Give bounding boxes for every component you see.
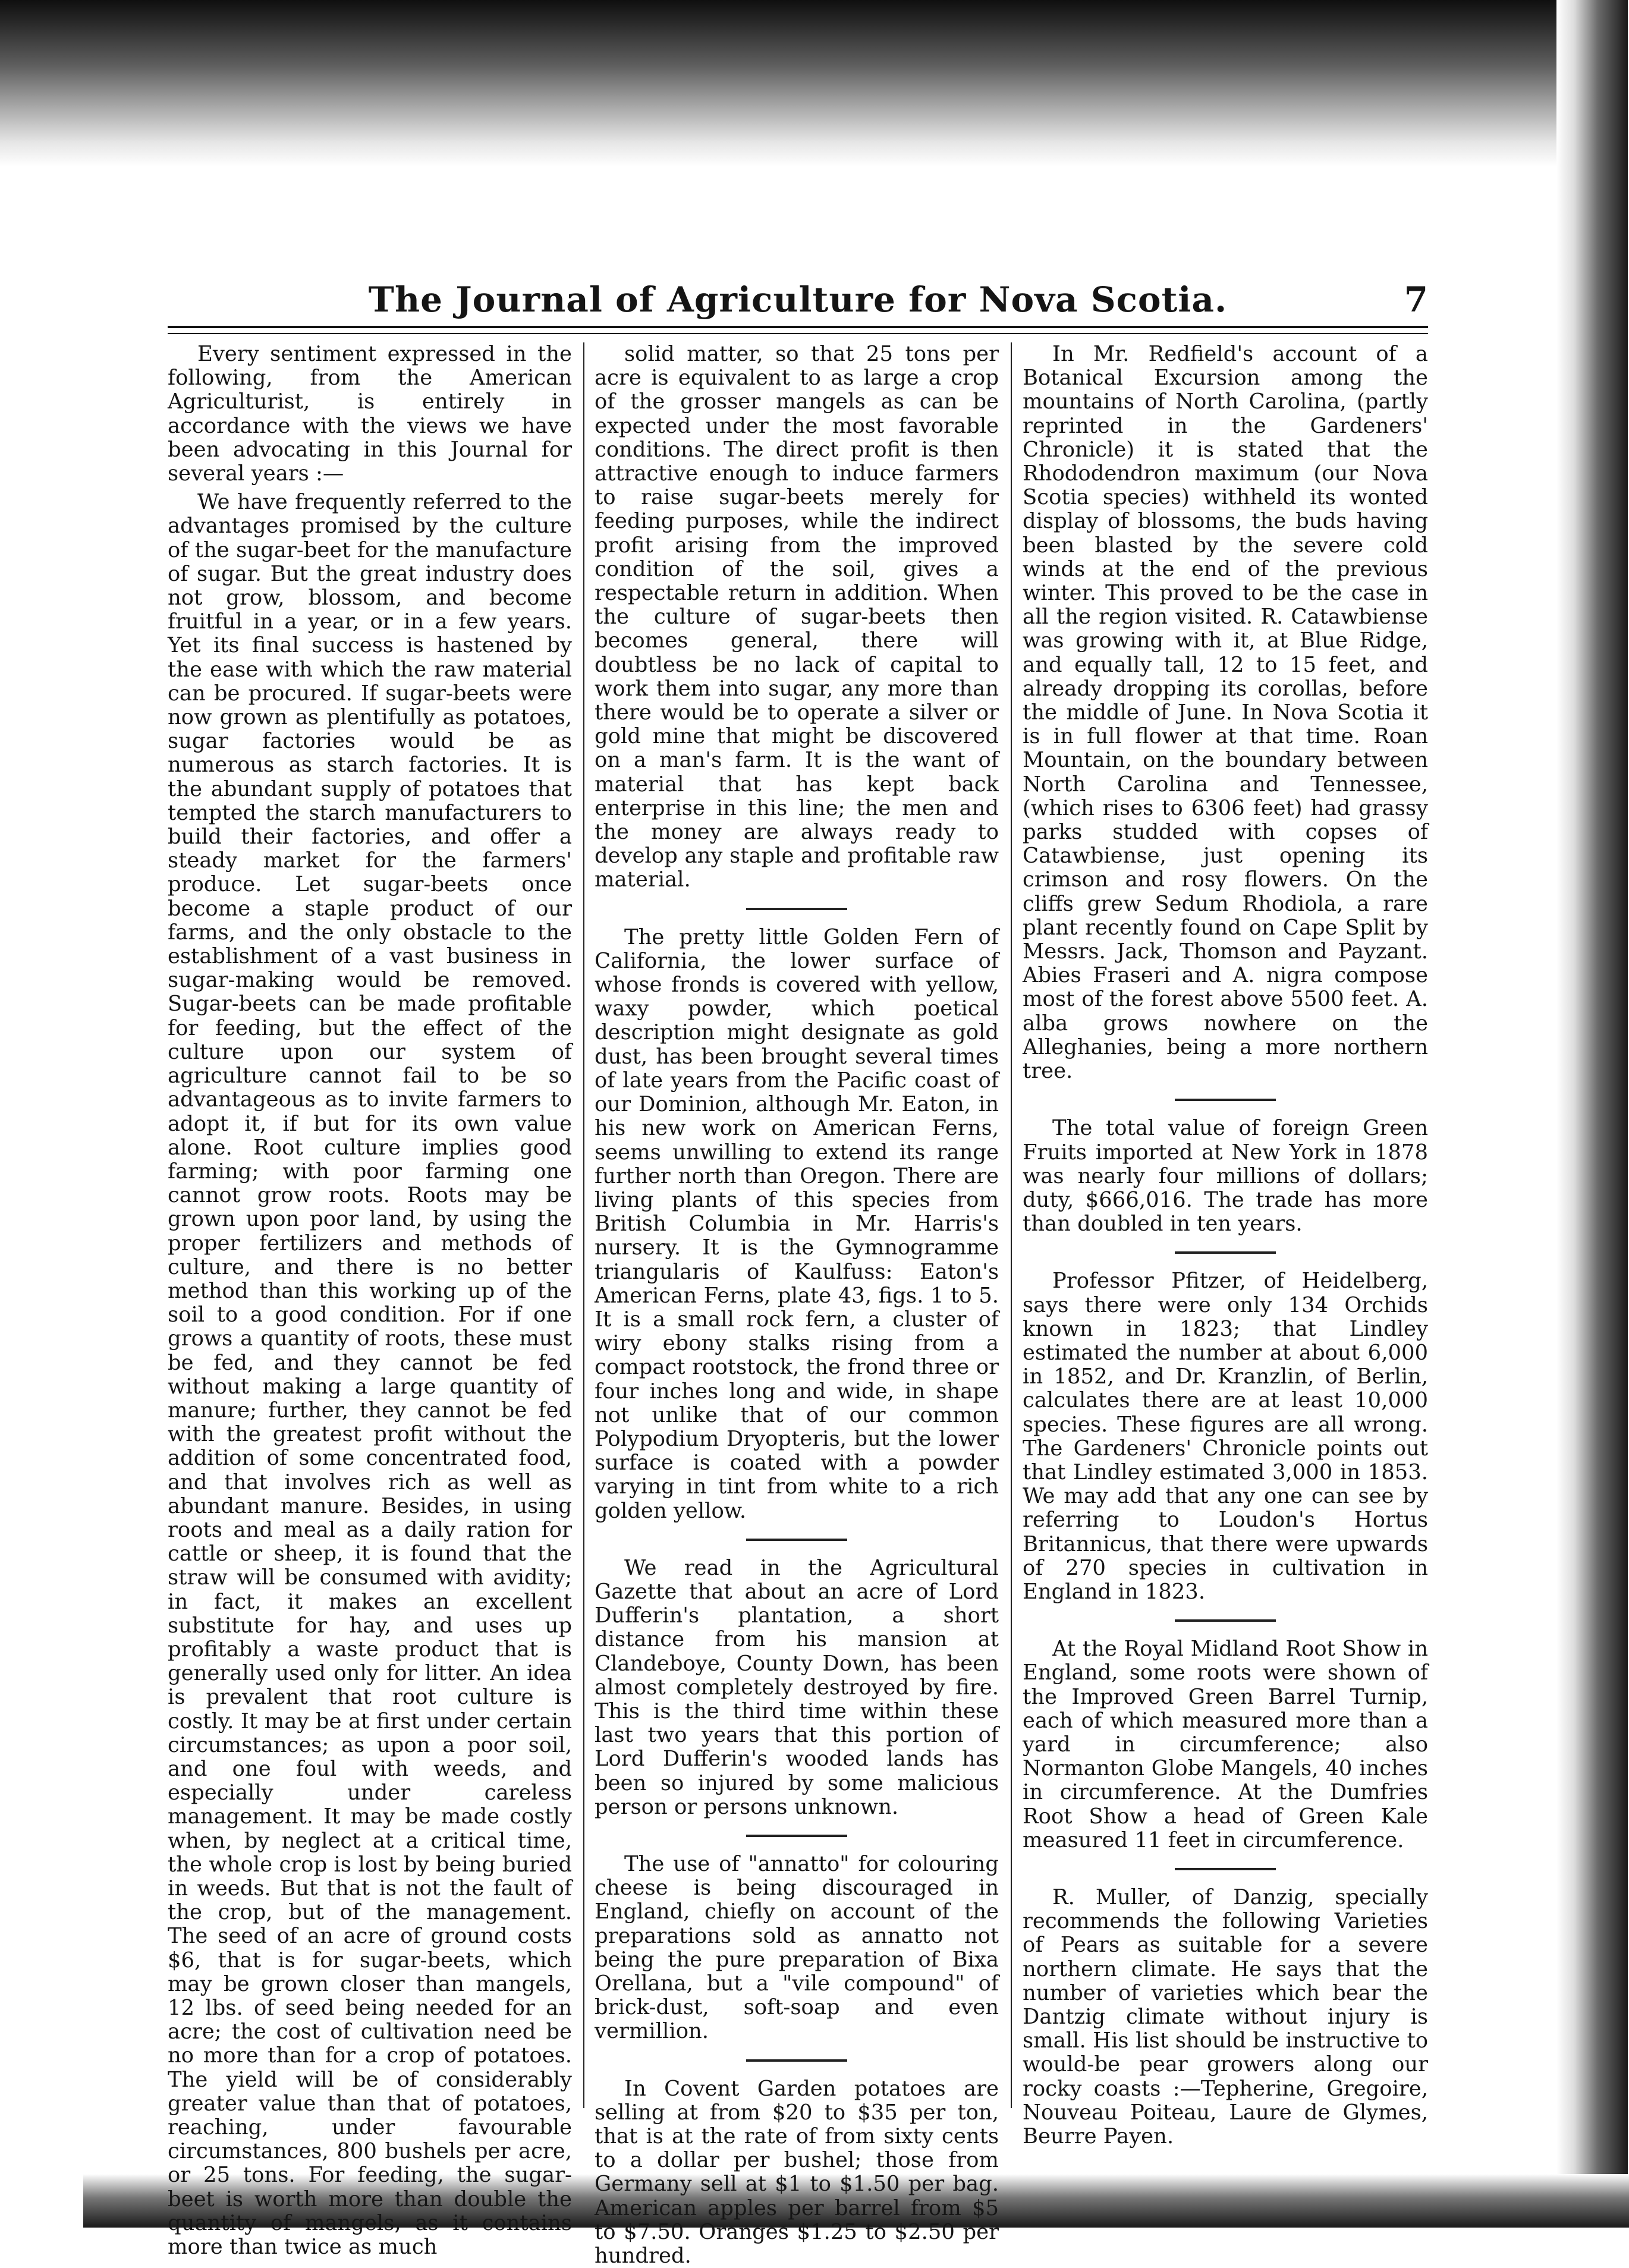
- journal-title: The Journal of Agriculture for Nova Scotia.: [368, 279, 1228, 320]
- section-separator: [746, 1835, 847, 1837]
- scan-right-edge: [1556, 0, 1628, 2228]
- section-separator: [746, 908, 847, 910]
- article-paragraph: In Mr. Redfield's account of a Botanical Excursion among the mountains of North Carolina, (partly reprinted in the Gardeners' Chronicle) it is stated that the Rhododendron maximum (our Nova Scotia species) withheld its wonted display of blossoms, the buds having been blasted by the severe cold winds at the end of the previous winter. This proved to be the case in all the region visited. R. Catawbiense was growing with it, at Blue Ridge, and equally tall, 12 to 15 feet, and already dropping its corollas, before the middle of June. In Nova Scotia it is in full flower at that time. Roan Mountain, on the boundary between North Carolina and Tennessee, (which rises to 6306 feet) had grassy parks studded with copses of Catawbiense, just opening its crimson and rosy flowers. On the cliffs grew Sedum Rhodiola, a rare plant recently found on Cape Split by Messrs. Jack, Thomson and Payzant. Abies Fraseri and A. nigra compose most of the forest above 5500 feet. A. alba grows nowhere on the Alleghanies, being a more northern tree.: [1023, 342, 1428, 1084]
- section-separator: [1175, 1251, 1276, 1254]
- section-separator: [746, 1539, 847, 1541]
- column-3: [1023, 342, 1428, 2149]
- header-rule: [168, 326, 1428, 334]
- article-paragraph: In Covent Garden potatoes are selling at from $20 to $35 per ton, that is at the rate of from sixty cents to a dollar per bushel; those from Germany sell at $1 to $1.50 per bag. American apples per barrel from $5 to $7.50. Oranges $1.25 to $2.50 per hundred.: [595, 2076, 999, 2268]
- column-divider: [583, 342, 584, 2108]
- article-paragraph: We have frequently referred to the advantages promised by the culture of the sugar-beet for the manufacture of sugar. But the great industry does not grow, blossom, and become fruitful in a year, or in a few years. Yet its final success is hastened by the ease with which the raw material can be procured. If sugar-beets were now grown as plentifully as potatoes, sugar factories would be as numerous as starch factories. It is the abundant supply of potatoes that tempted the starch manufacturers to build their factories, and offer a steady market for the farmers' produce. Let sugar-beets once become a staple product of our farms, and the only obstacle to the establishment of a vast business in sugar-making would be removed. Sugar-beets can be made profitable for feeding, but the effect of the culture upon our system of agriculture cannot fail to be so advantageous as to invite farmers to adopt it, if but for its own value alone. Root culture implies good farming; with poor farming one cannot grow roots. Roots may be grown upon poor land, by using the proper fertilizers and methods of culture, and there is no better method than this working up of the soil to a good condition. For if one grows a quantity of roots, these must be fed, and they cannot be fed without making a large quantity of manure; further, they cannot be fed with the greatest profit without the addition of some concentrated food, and that involves rich as well as abundant manure. Besides, in using roots and meal as a daily ration for cattle or sheep, it is found that the straw will be consumed with avidity; in fact, it makes an excellent substitute for hay, and uses up profitably a waste product that is generally used only for litter. An idea is prevalent that root culture is costly. It may be at first under certain circumstances; as upon a poor soil, and one foul with weeds, and especially under careless management. It may be made costly when, by neglect at a critical time, the whole crop is lost by being buried in weeds. But that is not the fault of the crop, but of the management. The seed of an acre of ground costs $6, that is for sugar-beets, which may be grown closer than mangels, 12 lbs. of seed being needed for an acre; the cost of cultivation need be no more than for a crop of potatoes. The yield will be of considerably greater value than that of potatoes, reaching, under favourable circumstances, 800 bushels per acre, or 25 tons. For feeding, the sugar-beet is worth more than double the quantity of mangels, as it contains more than twice as much: [168, 490, 572, 2260]
- column-2: [595, 342, 999, 2268]
- article-paragraph: The use of "annatto" for colouring cheese is being discouraged in England, chiefly on account of the preparations sold as annatto not being the pure preparation of Bixa Orellana, but a "vile compound" of brick-dust, soft-soap and even vermillion.: [595, 1851, 999, 2044]
- page-number: 7: [1404, 279, 1428, 320]
- article-paragraph: The pretty little Golden Fern of California, the lower surface of whose fronds is covered with yellow, waxy powder, which poetical description might designate as gold dust, has been brought several times of late years from the Pacific coast of our Dominion, although Mr. Eaton, in his new work on American Ferns, seems unwilling to extend its range further north than Oregon. There are living plants of this species from British Columbia in Mr. Harris's nursery. It is the Gymnogramme triangularis of Kaulfuss: Eaton's American Ferns, plate 43, figs. 1 to 5. It is a small rock fern, a cluster of wiry ebony stalks rising from a compact rootstock, the frond three or four inches long and wide, in shape not unlike that of our common Polypodium Dryopteris, but the lower surface is coated with a powder varying in tint from white to a rich golden yellow.: [595, 924, 999, 1523]
- article-paragraph: The total value of foreign Green Fruits imported at New York in 1878 was nearly four millions of dollars; duty, $666,016. The trade has more than doubled in ten years.: [1023, 1116, 1428, 1237]
- article-paragraph: At the Royal Midland Root Show in England, some roots were shown of the Improved Green Barrel Turnip, each of which measured more than a yard in circumference; also Normanton Globe Mangels, 40 inches in circumference. At the Dumfries Root Show a head of Green Kale measured 11 feet in circumference.: [1023, 1637, 1428, 1852]
- page-header: [168, 279, 1428, 327]
- section-separator: [1175, 1619, 1276, 1622]
- section-separator: [746, 2059, 847, 2062]
- column-divider: [1011, 342, 1012, 2108]
- section-separator: [1175, 1868, 1276, 1870]
- scan-top-border: [0, 0, 1628, 166]
- article-paragraph: solid matter, so that 25 tons per acre is equivalent to as large a crop of the grosser mangels as can be expected under the most favorable conditions. The direct profit is then attractive enough to induce farmers to raise sugar-beets merely for feeding purposes, while the indirect profit arising from the improved condition of the soil, gives a respectable return in addition. When the culture of sugar-beets then becomes general, there will doubtless be no lack of capital to work them into sugar, any more than there would be to operate a silver or gold mine that might be discovered on a man's farm. It is the want of material that has kept back enterprise in this line; the men and the money are always ready to develop any staple and profitable raw material.: [595, 342, 999, 892]
- article-paragraph: R. Muller, of Danzig, specially recommends the following Varieties of Pears as suitable for a severe northern climate. He says that the number of varieties which bear the Dantzig climate without injury is small. His list should be instructive to would-be pear growers along our rocky coasts :—Tepherine, Gregoire, Nouveau Poiteau, Laure de Glymes, Beurre Payen.: [1023, 1885, 1428, 2149]
- article-paragraph: We read in the Agricultural Gazette that about an acre of Lord Dufferin's plantation, a short distance from his mansion at Clandeboye, County Down, has been almost completely destroyed by fire. This is the third time within these last two years that this portion of Lord Dufferin's wooded lands has been so injured by some malicious person or persons unknown.: [595, 1555, 999, 1819]
- section-separator: [1175, 1099, 1276, 1101]
- article-paragraph: Every sentiment expressed in the following, from the American Agriculturist, is entirely in accordance with the views we have been advocating in this Journal for several years :—: [168, 342, 572, 486]
- article-paragraph: Professor Pfitzer, of Heidelberg, says there were only 134 Orchids known in 1823; that Lindley estimated the number at about 6,000 in 1852, and Dr. Kranzlin, of Berlin, calculates there are at least 10,000 species. These figures are all wrong. The Gardeners' Chronicle points out that Lindley estimated 3,000 in 1853. We may add that any one can see by referring to Loudon's Hortus Britannicus, that there were upwards of 270 species in cultivation in England in 1823.: [1023, 1269, 1428, 1604]
- column-1: [168, 342, 572, 2260]
